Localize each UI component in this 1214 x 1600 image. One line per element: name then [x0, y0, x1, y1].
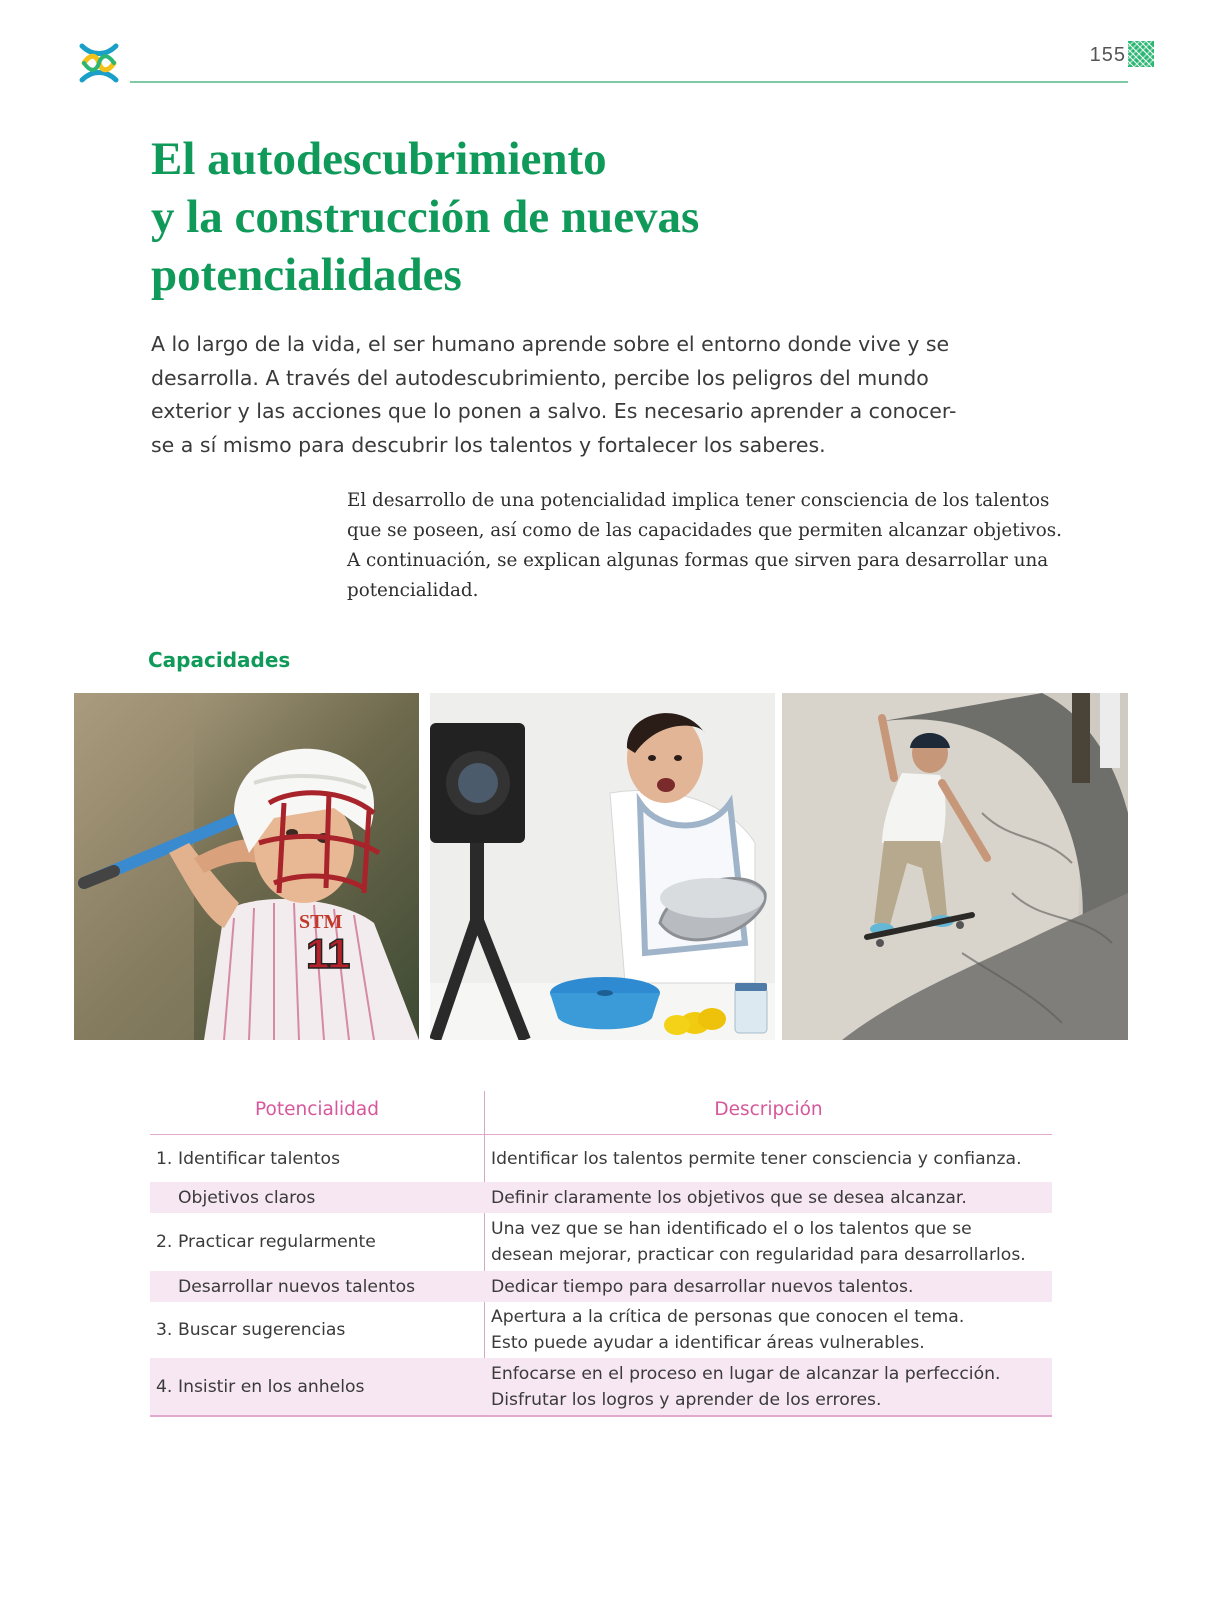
table-header — [150, 1091, 1052, 1135]
description-line: desean mejorar, practicar con regularidad para desarrollarlos. — [491, 1245, 1026, 1265]
description-line: Una vez que se han identificado el o los talentos que se — [491, 1219, 972, 1239]
column-header-potencialidad: Potencialidad — [255, 1099, 379, 1120]
potentiality-cell — [150, 1149, 484, 1169]
description-cell — [484, 1361, 1052, 1413]
intro-line: desarrolla. A través del autodescubrimiento, percibe los peligros del mundo — [151, 365, 929, 390]
row-number: 4. — [156, 1376, 173, 1397]
description-cell — [484, 1274, 1052, 1300]
header-rule — [130, 81, 1128, 83]
description-line: Dedicar tiempo para desarrollar nuevos talentos. — [491, 1276, 914, 1297]
lead-line: El desarrollo de una potencialidad implica tener consciencia de los talentos — [347, 490, 1050, 511]
potentiality-cell — [150, 1320, 484, 1340]
page-number: 155 — [1089, 44, 1126, 66]
table-bottom-rule — [150, 1415, 1052, 1417]
row-number: 1. — [156, 1148, 173, 1169]
column-header-descripcion: Descripción — [714, 1099, 823, 1120]
description-cell — [484, 1185, 1052, 1211]
lead-line: potencialidad. — [347, 580, 479, 601]
book-logo-icon — [76, 40, 122, 86]
table-row — [150, 1213, 1052, 1271]
potentiality-label: Buscar sugerencias — [178, 1320, 346, 1340]
potentiality-cell — [150, 1232, 484, 1252]
potentiality-cell — [150, 1277, 484, 1297]
description-line: Disfrutar los logros y aprender de los errores. — [491, 1389, 882, 1410]
description-line: Esto puede ayudar a identificar áreas vulnerables. — [491, 1333, 925, 1353]
intro-paragraph — [151, 328, 957, 462]
potentiality-label: Desarrollar nuevos talentos — [178, 1276, 416, 1297]
potentiality-label: Identificar talentos — [178, 1148, 341, 1169]
row-number: 2. — [156, 1232, 173, 1252]
title-line: El autodescubrimiento — [151, 133, 607, 185]
description-cell — [484, 1304, 1052, 1356]
lead-line: A continuación, se explican algunas formas que sirven para desarrollar una — [347, 550, 1049, 571]
title-line: y la construcción de nuevas — [151, 191, 700, 243]
table-row — [150, 1135, 1052, 1182]
intro-line: exterior y las acciones que lo ponen a salvo. Es necesario aprender a conocer- — [151, 399, 957, 423]
lead-line: que se poseen, así como de las capacidades que permiten alcanzar objetivos. — [347, 520, 1062, 541]
row-number: 3. — [156, 1320, 173, 1340]
potentiality-cell — [150, 1188, 484, 1208]
intro-line: se a sí mismo para descubrir los talentos y fortalecer los saberes. — [151, 432, 826, 457]
potentiality-label: Practicar regularmente — [178, 1232, 376, 1252]
description-line: Apertura a la crítica de personas que conocen el tema. — [491, 1307, 965, 1327]
jersey-team-text: STM — [299, 911, 343, 933]
description-cell — [484, 1216, 1052, 1268]
page-title — [151, 130, 911, 304]
photo-boy-cooking-video — [430, 693, 775, 1040]
photo-softball-player — [74, 693, 419, 1040]
table-row — [150, 1358, 1052, 1415]
description-line: Identificar los talentos permite tener consciencia y confianza. — [491, 1148, 1022, 1169]
intro-line: A lo largo de la vida, el ser humano aprende sobre el entorno donde vive y se — [151, 332, 950, 356]
potentiality-cell — [150, 1377, 484, 1397]
jersey-number-text: 11 — [306, 930, 351, 977]
title-line: potencialidades — [151, 249, 462, 301]
potentiality-label: Insistir en los anhelos — [178, 1376, 365, 1397]
table-row — [150, 1271, 1052, 1302]
description-line: Definir claramente los objetivos que se desea alcanzar. — [491, 1187, 967, 1208]
table-row — [150, 1182, 1052, 1213]
description-cell — [484, 1146, 1052, 1172]
page-corner-pattern-icon — [1128, 41, 1154, 67]
photo-skateboarder — [782, 693, 1128, 1040]
potentiality-label: Objetivos claros — [178, 1187, 316, 1208]
section-heading: Capacidades — [148, 648, 291, 672]
lead-paragraph — [347, 486, 1067, 606]
table-row — [150, 1302, 1052, 1358]
description-line: Enfocarse en el proceso en lugar de alcanzar la perfección. — [491, 1363, 1001, 1384]
potentialities-table — [150, 1091, 1052, 1417]
